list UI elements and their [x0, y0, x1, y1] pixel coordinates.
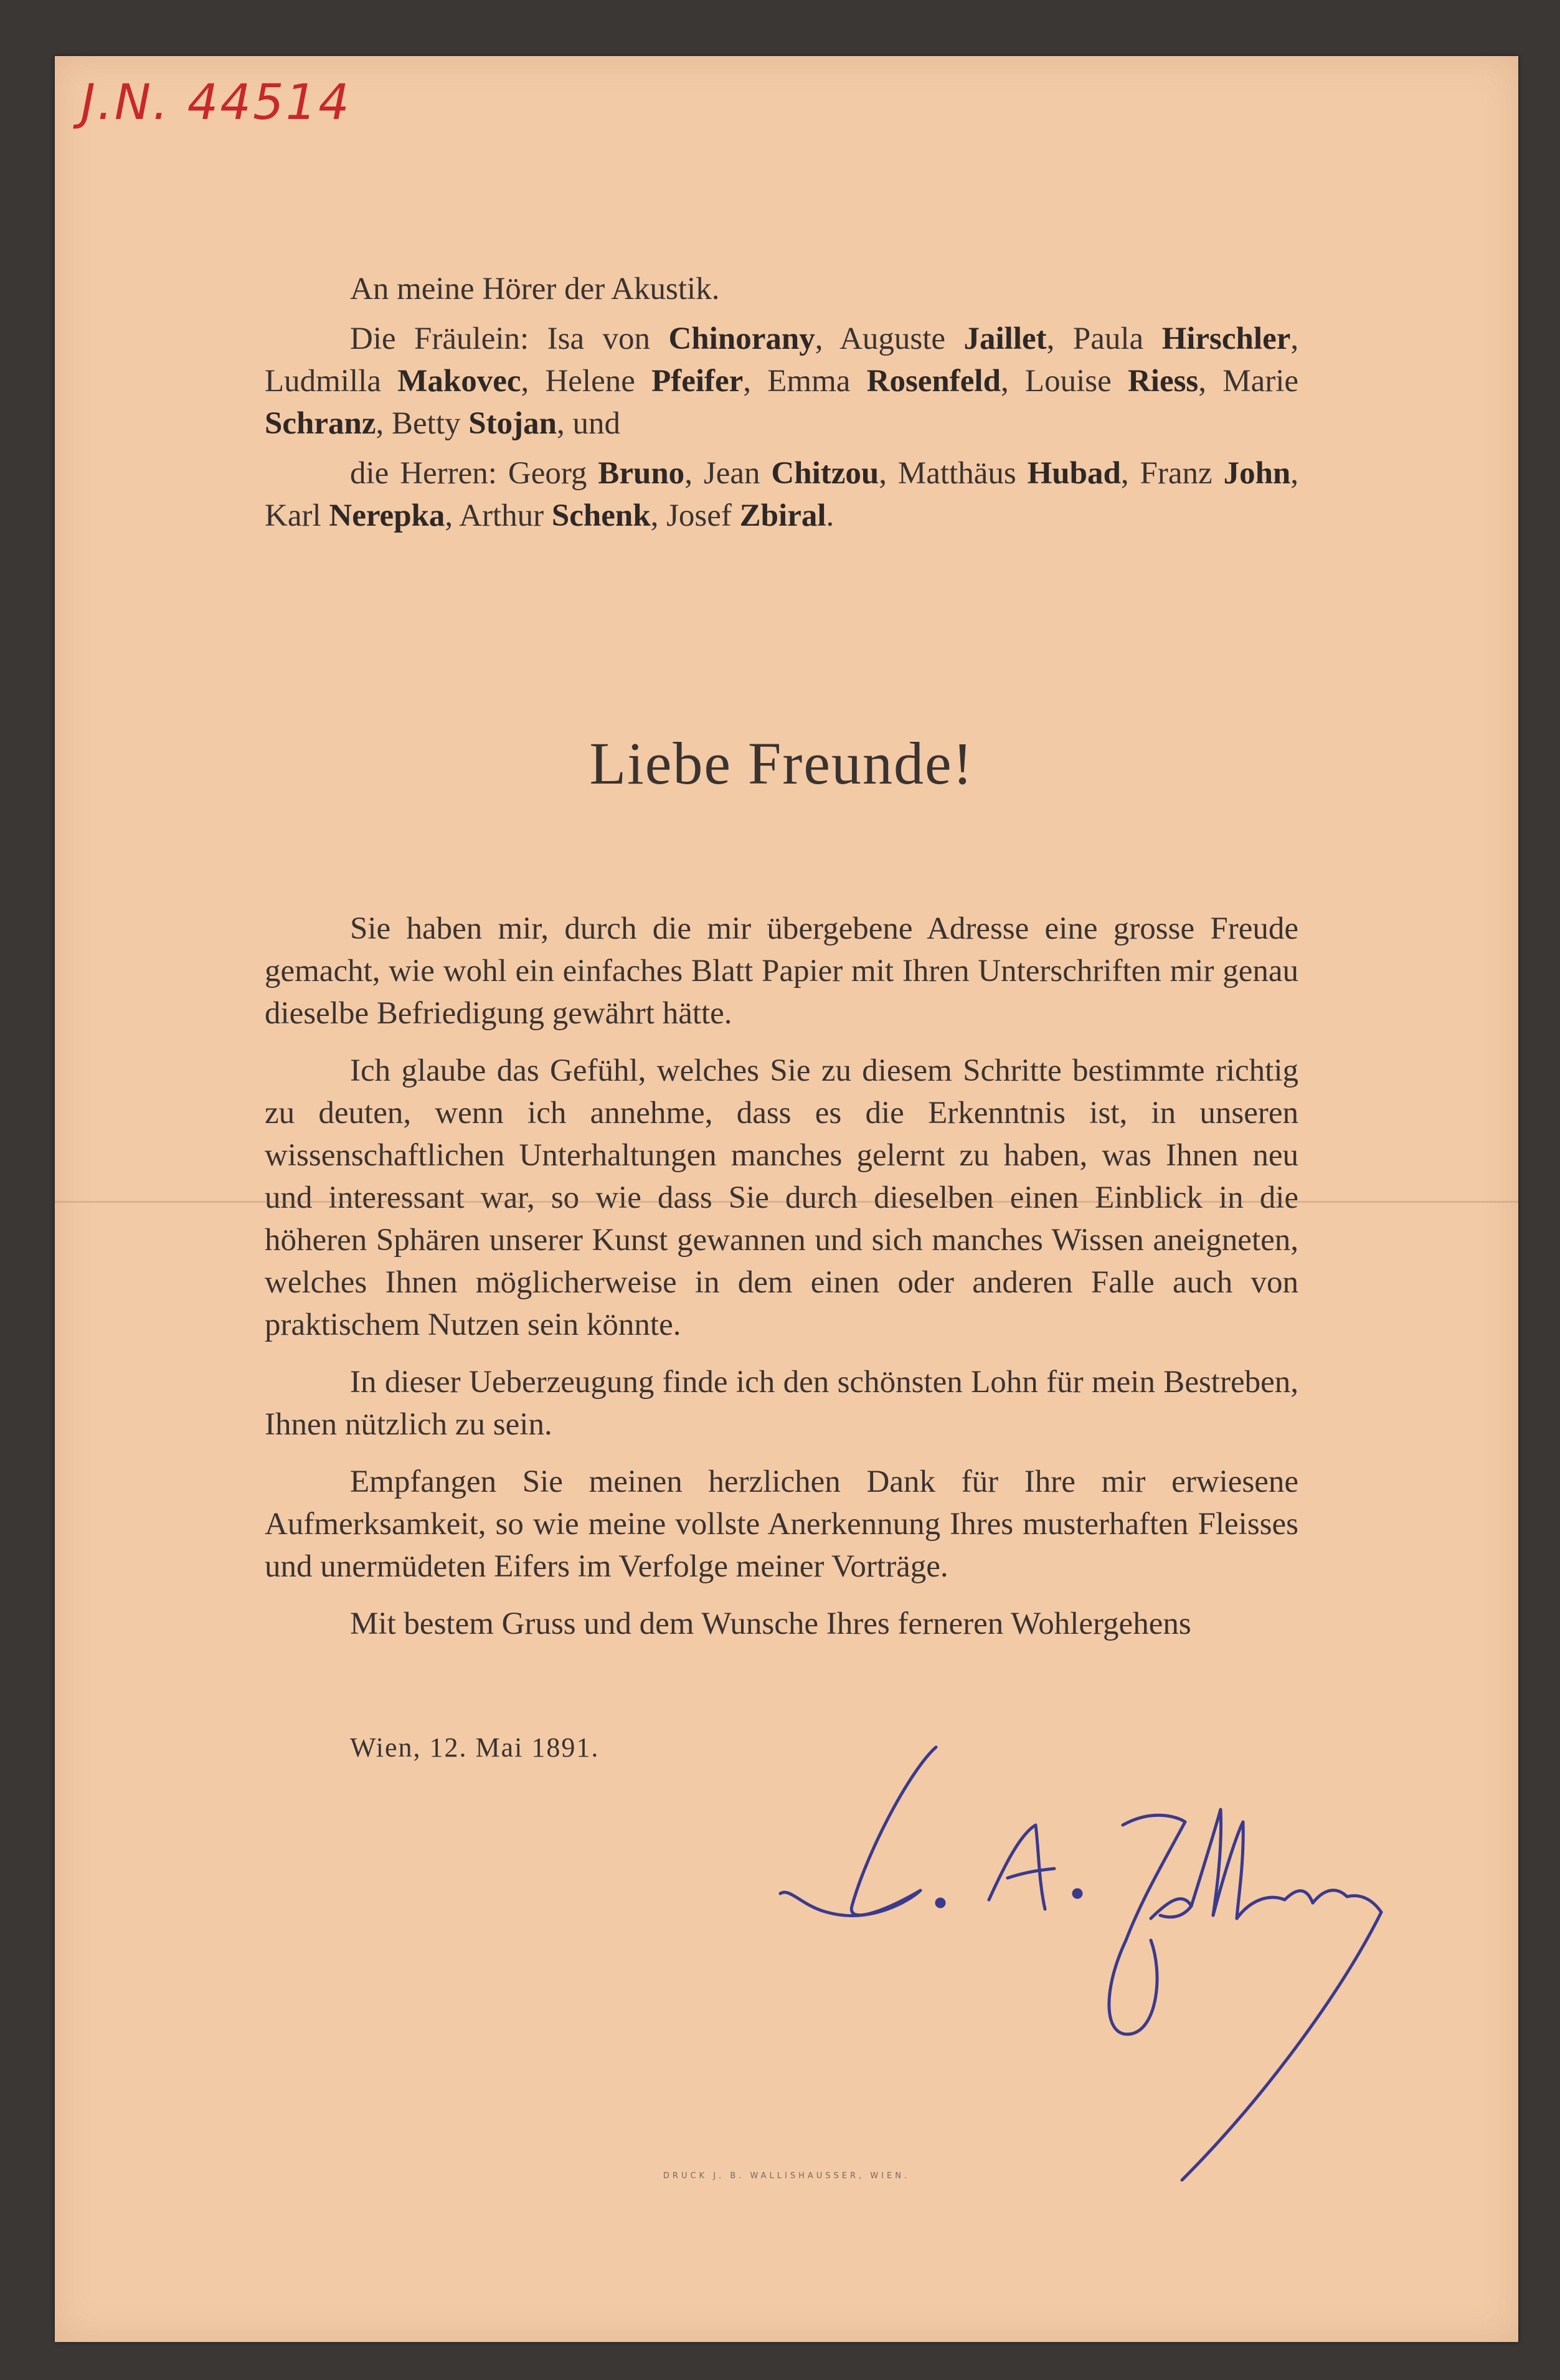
printer-imprint: DRUCK J. B. WALLISHAUSSER, WIEN. — [663, 2171, 910, 2181]
body-paragraph: Sie haben mir, durch die mir übergebene Adresse eine grosse Freude gemacht, wie wohl ein einfaches Blatt Papier mit Ihren Unterschriften mir genau dieselbe Befriedigung gewährt hätte. — [265, 911, 1298, 1031]
person-separator: , — [879, 456, 887, 491]
person-separator: , — [521, 364, 529, 399]
person-last-name: Bruno — [598, 456, 685, 491]
person-first-name: Georg — [508, 456, 587, 491]
person-last-name: Pfeifer — [651, 364, 744, 399]
body-paragraph: Mit bestem Gruss und dem Wunsche Ihres ferneren Wohlergehens — [350, 1606, 1191, 1641]
person-first-name: Arthur — [459, 498, 544, 533]
person-last-name: Schenk — [551, 498, 651, 533]
salutation: Liebe Freunde! — [589, 730, 974, 797]
person-last-name: Riess — [1127, 364, 1199, 399]
person-separator: . — [826, 498, 834, 533]
person-first-name: Franz — [1140, 456, 1213, 491]
person-last-name: Chinorany — [668, 321, 815, 356]
person-separator: , — [650, 498, 659, 533]
person-separator: , — [1120, 456, 1129, 491]
addressee-block — [265, 268, 1298, 537]
person-first-name: Matthäus — [897, 456, 1016, 491]
signature — [777, 1700, 1431, 2186]
person-first-name: Emma — [767, 364, 851, 399]
person-last-name: Makovec — [397, 364, 521, 399]
letter-body — [265, 908, 1298, 1660]
body-paragraph: In dieser Ueberzeugung finde ich den schönsten Lohn für mein Bestreben, Ihnen nützlich zu sein. — [265, 1365, 1298, 1442]
person-first-name: Paula — [1072, 321, 1144, 356]
person-first-name: Isa von — [547, 321, 651, 356]
person-last-name: Jaillet — [963, 321, 1047, 356]
person-separator: , — [376, 406, 384, 441]
person-separator: , — [684, 456, 693, 491]
person-separator: , — [1198, 364, 1207, 399]
body-paragraph: Ich glaube das Gefühl, welches Sie zu diesem Schritte bestimmte richtig zu deuten, wenn ich annehme, dass es die Erkenntnis ist, in unseren wissenschaftlichen Unterhaltungen manches gelernt zu haben, was Ihnen neu und interessant war, so wie dass Sie durch dieselben einen Einblick in die höheren Sphären unserer Kunst gewannen und sich manches Wissen aneigneten, welches Ihnen möglicherweise in dem einen oder anderen Falle auch von praktischem Nutzen sein könnte. — [265, 1053, 1298, 1342]
list-prefix: die Herren: — [350, 456, 497, 491]
person-separator: , — [743, 364, 752, 399]
list-prefix: Die Fräulein: — [350, 321, 529, 356]
ladies-list — [265, 318, 1298, 445]
person-last-name: Rosenfeld — [866, 364, 1001, 399]
body-paragraph: Empfangen Sie meinen herzlichen Dank für Ihre mir erwiesene Aufmerksamkeit, so wie meine vollste Anerkennung Ihres musterhaften Fleisses und unermüdeten Eifers im Verfolge meiner Vorträge. — [265, 1464, 1298, 1584]
dateline: Wien, 12. Mai 1891. — [350, 1732, 600, 1763]
person-last-name: Stojan — [468, 406, 557, 441]
person-last-name: Schranz — [265, 406, 376, 441]
person-first-name: Josef — [666, 498, 732, 533]
person-first-name: Auguste — [839, 321, 946, 356]
person-first-name: Betty — [392, 406, 461, 441]
gentlemen-list — [265, 452, 1298, 537]
person-last-name: Chitzou — [771, 456, 879, 491]
person-last-name: Nerepka — [329, 498, 445, 533]
address-line: An meine Hörer der Akustik. — [350, 272, 720, 306]
person-last-name: Zbiral — [739, 498, 826, 533]
person-separator: , — [815, 321, 823, 356]
archive-number: J.N. 44514 — [81, 75, 351, 131]
person-separator: , — [445, 498, 453, 533]
person-separator: , — [1046, 321, 1055, 356]
person-first-name: Marie — [1222, 364, 1299, 399]
person-separator: , — [1000, 364, 1009, 399]
person-separator: , — [1290, 456, 1299, 491]
person-last-name: John — [1223, 456, 1291, 491]
person-first-name: Ludmilla — [265, 364, 381, 399]
person-separator: , — [1290, 321, 1299, 356]
person-last-name: Hubad — [1027, 456, 1121, 491]
person-separator: , und — [556, 406, 620, 441]
person-first-name: Helene — [545, 364, 635, 399]
person-first-name: Louise — [1024, 364, 1112, 399]
person-first-name: Karl — [265, 498, 321, 533]
person-last-name: Hirschler — [1161, 321, 1291, 356]
person-first-name: Jean — [703, 456, 760, 491]
letter-sheet — [55, 56, 1518, 2342]
